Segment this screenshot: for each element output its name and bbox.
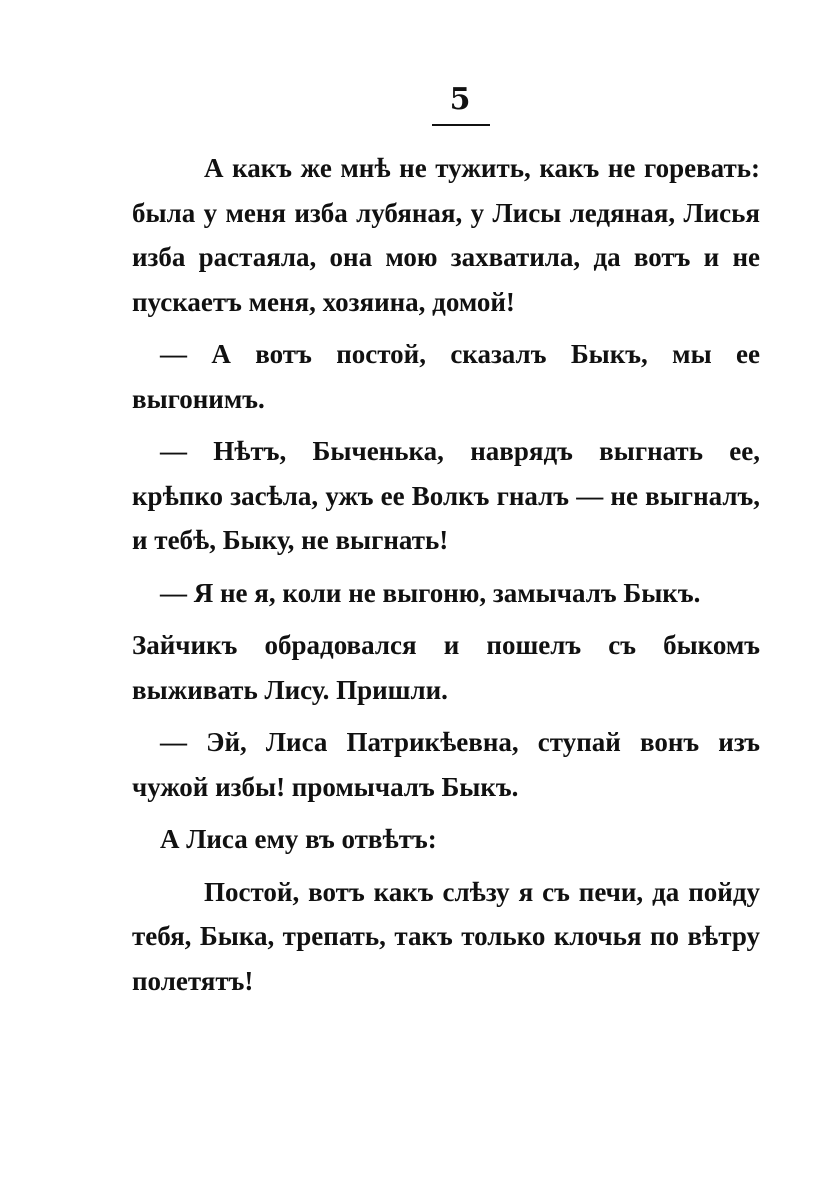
- paragraph: — Эй, Лиса Патрикѣевна, ступай вонъ изъ чужой избы! промычалъ Быкъ.: [132, 727, 760, 802]
- paragraph: — Нѣтъ, Быченька, наврядъ выгнать ее, крѣпко засѣла, ужъ ее Волкъ гналъ — не выгналъ, и тебѣ, Быку, не выгнать!: [132, 436, 760, 555]
- paragraph: А какъ же мнѣ не тужить, какъ не горевать: была у меня изба лубяная, у Лисы ледяная, Лисья изба растаяла, она мою захватила, да вотъ и не пускаетъ меня, хозяина, домой!: [132, 153, 760, 317]
- page-number-rule: [432, 124, 490, 126]
- paragraph: Постой, вотъ какъ слѣзу я съ печи, да пойду тебя, Быка, трепать, такъ только клочья по вѣтру полетятъ!: [132, 876, 760, 996]
- paragraph: — Я не я, коли не выгоню, замычалъ Быкъ.: [160, 577, 701, 608]
- paragraph: А Лиса ему въ отвѣтъ:: [160, 824, 437, 854]
- page-number: 5: [449, 82, 471, 117]
- page-text: [132, 146, 760, 1011]
- paragraph: Зайчикъ обрадовался и пошелъ съ быкомъ выживать Лису. Пришли.: [132, 630, 760, 705]
- paragraph: — А вотъ постой, сказалъ Быкъ, мы ее выгонимъ.: [132, 339, 760, 414]
